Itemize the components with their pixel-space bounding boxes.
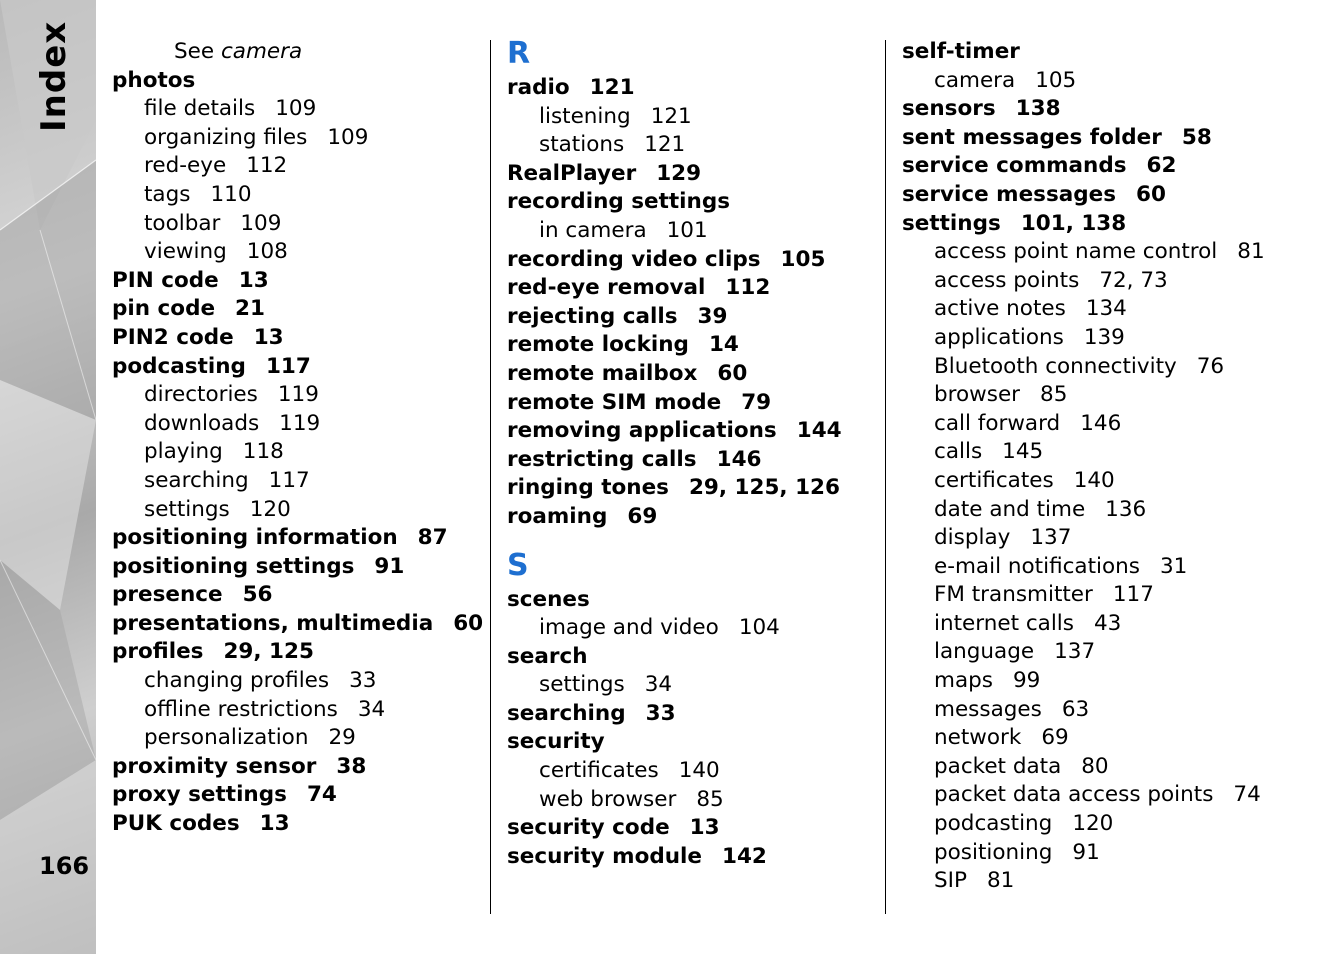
- entry-page-numbers: 109: [240, 210, 282, 236]
- index-entry: [507, 188, 877, 217]
- section-gap: [507, 532, 877, 544]
- entry-page-numbers: 72, 73: [1099, 267, 1168, 293]
- entry-page-numbers: 87: [417, 525, 448, 551]
- index-entry: [507, 160, 877, 189]
- entry-term: restricting calls: [507, 446, 697, 472]
- entry-page-numbers: 105: [780, 246, 826, 272]
- entry-term: access point name control: [934, 239, 1218, 265]
- index-entry: [507, 389, 877, 418]
- entry-term: security module: [507, 843, 703, 869]
- entry-page-numbers: 60: [717, 360, 748, 386]
- entry-page-numbers: 117: [265, 353, 311, 379]
- entry-term: active notes: [934, 296, 1066, 322]
- index-entry: [507, 728, 877, 757]
- entry-page-numbers: 108: [246, 239, 288, 265]
- index-entry: [902, 152, 1312, 181]
- entry-term: browser: [934, 382, 1021, 408]
- entry-page-numbers: 137: [1054, 639, 1096, 665]
- index-column-3: [902, 38, 1312, 896]
- index-subentry: [112, 381, 482, 410]
- index-entry: [507, 700, 877, 729]
- index-entry: [507, 331, 877, 360]
- entry-page-numbers: 109: [327, 124, 369, 150]
- index-subentry: [902, 238, 1312, 267]
- entry-page-numbers: 13: [259, 811, 290, 837]
- entry-page-numbers: 38: [336, 753, 367, 779]
- index-subentry: [902, 867, 1312, 896]
- index-entry: [112, 753, 482, 782]
- index-subentry: [902, 753, 1312, 782]
- entry-term: downloads: [144, 410, 260, 436]
- index-entry: [507, 360, 877, 389]
- entry-page-numbers: 13: [689, 815, 720, 841]
- index-subentry: [112, 238, 482, 267]
- entry-page-numbers: 120: [1072, 811, 1114, 837]
- entry-page-numbers: 60: [453, 610, 484, 636]
- entry-term: tags: [144, 181, 191, 207]
- index-subentry: [902, 267, 1312, 296]
- index-subentry: [507, 131, 877, 160]
- entry-page-numbers: 74: [1233, 782, 1261, 808]
- index-subentry: [112, 210, 482, 239]
- index-subentry: [112, 124, 482, 153]
- index-entry: [112, 324, 482, 353]
- index-subentry: [507, 671, 877, 700]
- index-entry: [112, 638, 482, 667]
- index-entry: [112, 810, 482, 839]
- entry-page-numbers: 60: [1136, 181, 1166, 207]
- index-subentry: [112, 181, 482, 210]
- index-subentry: [902, 410, 1312, 439]
- index-column-1: [112, 38, 482, 839]
- index-subentry: [902, 324, 1312, 353]
- entry-term: packet data access points: [934, 782, 1214, 808]
- index-letter-heading: R: [507, 36, 531, 71]
- index-entry: [112, 295, 482, 324]
- entry-term: organizing files: [144, 124, 308, 150]
- entry-term: remote SIM mode: [507, 389, 722, 415]
- entry-page-numbers: 129: [656, 160, 702, 186]
- entry-term: network: [934, 725, 1022, 751]
- entry-page-numbers: 110: [210, 181, 252, 207]
- entry-page-numbers: 119: [279, 410, 321, 436]
- entry-page-numbers: 39: [697, 303, 728, 329]
- entry-page-numbers: 121: [644, 132, 686, 158]
- entry-term: PIN2 code: [112, 324, 234, 350]
- index-subentry: [112, 696, 482, 725]
- entry-term: Bluetooth connectivity: [934, 353, 1177, 379]
- index-subentry: [112, 410, 482, 439]
- index-subentry: [112, 152, 482, 181]
- entry-page-numbers: 62: [1146, 153, 1177, 179]
- entry-term: positioning information: [112, 525, 398, 551]
- index-entry: [902, 38, 1312, 67]
- entry-term: language: [934, 639, 1035, 665]
- entry-page-numbers: 118: [242, 439, 284, 465]
- entry-page-numbers: 91: [1072, 839, 1100, 865]
- index-subentry: [112, 467, 482, 496]
- index-entry: [112, 781, 482, 810]
- entry-term: presentations, multimedia: [112, 610, 434, 636]
- entry-page-numbers: 145: [1002, 439, 1044, 465]
- index-subentry: [902, 839, 1312, 868]
- entry-page-numbers: 101: [666, 217, 708, 243]
- index-subentry: [507, 217, 877, 246]
- entry-page-numbers: 34: [644, 672, 673, 698]
- index-subentry: [902, 781, 1312, 810]
- entry-term: applications: [934, 324, 1064, 350]
- entry-term: proximity sensor: [112, 753, 317, 779]
- entry-page-numbers: 58: [1181, 124, 1212, 150]
- entry-page-numbers: 112: [725, 275, 771, 301]
- index-entry: [507, 446, 877, 475]
- entry-term: personalization: [144, 725, 309, 751]
- index-subentry: [112, 496, 482, 525]
- entry-page-numbers: 105: [1035, 67, 1077, 93]
- entry-term: removing applications: [507, 418, 777, 444]
- entry-term: proxy settings: [112, 782, 287, 808]
- entry-term: service commands: [902, 153, 1127, 179]
- entry-term: display: [934, 525, 1011, 551]
- entry-page-numbers: 21: [235, 296, 265, 322]
- column-divider: [490, 40, 491, 914]
- index-entry: [507, 246, 877, 275]
- entry-term: positioning settings: [112, 553, 355, 579]
- index-entry: [507, 417, 877, 446]
- entry-term: podcasting: [112, 353, 246, 379]
- entry-page-numbers: 81: [1237, 239, 1265, 265]
- entry-term: self-timer: [902, 39, 1020, 64]
- index-entry: [112, 353, 482, 382]
- entry-term: e-mail notifications: [934, 553, 1140, 579]
- entry-page-numbers: 33: [349, 668, 377, 694]
- entry-term: packet data: [934, 753, 1062, 779]
- index-subentry: [902, 381, 1312, 410]
- entry-page-numbers: 146: [1080, 410, 1122, 436]
- entry-term: search: [507, 643, 588, 669]
- entry-term: rejecting calls: [507, 303, 678, 329]
- entry-page-numbers: 117: [1112, 582, 1154, 608]
- entry-term: remote locking: [507, 332, 689, 358]
- entry-page-numbers: 140: [1073, 467, 1115, 493]
- page-number: 166: [39, 852, 90, 880]
- entry-page-numbers: 144: [796, 418, 842, 444]
- index-entry: [112, 267, 482, 296]
- index-subentry: [902, 295, 1312, 324]
- entry-term: security: [507, 729, 605, 755]
- see-reference: [112, 38, 482, 67]
- entry-term: presence: [112, 582, 223, 608]
- index-subentry: [902, 553, 1312, 582]
- index-subentry: [112, 438, 482, 467]
- entry-page-numbers: 29, 125, 126: [688, 475, 840, 501]
- entry-page-numbers: 14: [708, 332, 739, 358]
- entry-term: positioning: [934, 839, 1053, 865]
- entry-page-numbers: 85: [1040, 382, 1068, 408]
- side-background-pattern: [0, 0, 96, 954]
- index-entry: [507, 74, 877, 103]
- entry-term: SIP: [934, 868, 967, 894]
- entry-term: date and time: [934, 496, 1086, 522]
- entry-term: certificates: [539, 758, 659, 784]
- entry-page-numbers: 142: [722, 843, 767, 869]
- index-subentry: [507, 103, 877, 132]
- entry-term: settings: [539, 672, 625, 698]
- entry-term: camera: [934, 67, 1016, 93]
- entry-term: directories: [144, 382, 258, 408]
- entry-term: roaming: [507, 503, 608, 529]
- entry-page-numbers: 80: [1081, 753, 1109, 779]
- entry-page-numbers: 99: [1012, 668, 1041, 694]
- index-entry: [112, 581, 482, 610]
- index-subentry: [902, 467, 1312, 496]
- entry-term: service messages: [902, 181, 1117, 207]
- entry-page-numbers: 104: [738, 615, 780, 641]
- entry-page-numbers: 74: [306, 782, 337, 808]
- entry-term: access points: [934, 267, 1080, 293]
- entry-term: FM transmitter: [934, 582, 1093, 608]
- entry-page-numbers: 91: [374, 553, 405, 579]
- entry-term: maps: [934, 668, 993, 694]
- entry-term: profiles: [112, 639, 204, 665]
- index-subentry: [902, 438, 1312, 467]
- entry-term: image and video: [539, 615, 719, 641]
- index-subentry: [112, 724, 482, 753]
- entry-term: red-eye: [144, 153, 227, 179]
- entry-page-numbers: 117: [268, 467, 310, 493]
- entry-term: offline restrictions: [144, 696, 338, 722]
- entry-term: changing profiles: [144, 668, 330, 694]
- entry-page-numbers: 43: [1093, 610, 1122, 636]
- entry-page-numbers: 137: [1030, 525, 1072, 551]
- entry-page-numbers: 120: [249, 496, 291, 522]
- index-subentry: [902, 638, 1312, 667]
- entry-page-numbers: 69: [1041, 725, 1069, 751]
- entry-page-numbers: 134: [1085, 296, 1127, 322]
- entry-page-numbers: 81: [986, 868, 1015, 894]
- entry-term: web browser: [539, 786, 677, 812]
- index-subentry: [112, 95, 482, 124]
- entry-term: settings: [144, 496, 230, 522]
- see-label: See: [174, 39, 215, 64]
- entry-term: recording settings: [507, 189, 731, 215]
- index-column-2: [507, 38, 877, 871]
- see-target: camera: [220, 39, 303, 64]
- index-subentry: [507, 614, 877, 643]
- entry-page-numbers: 85: [696, 786, 724, 812]
- index-subentry: [112, 667, 482, 696]
- entry-term: file details: [144, 96, 256, 122]
- entry-term: calls: [934, 439, 983, 465]
- entry-term: scenes: [507, 586, 590, 612]
- entry-term: settings: [902, 210, 1001, 236]
- entry-term: recording video clips: [507, 246, 761, 272]
- entry-term: call forward: [934, 410, 1061, 436]
- index-subentry: [902, 496, 1312, 525]
- index-entry: [507, 474, 877, 503]
- entry-page-numbers: 119: [277, 382, 319, 408]
- entry-term: ringing tones: [507, 475, 669, 501]
- index-entry: [902, 210, 1312, 239]
- entry-page-numbers: 101, 138: [1020, 210, 1127, 236]
- index-subentry: [902, 667, 1312, 696]
- entry-term: sent messages folder: [902, 124, 1162, 150]
- entry-page-numbers: 56: [242, 582, 273, 608]
- entry-term: podcasting: [934, 811, 1053, 837]
- entry-page-numbers: 13: [238, 267, 269, 293]
- entry-page-numbers: 76: [1196, 353, 1225, 379]
- entry-page-numbers: 29: [328, 725, 356, 751]
- entry-term: PIN code: [112, 267, 219, 293]
- entry-page-numbers: 121: [589, 75, 635, 100]
- index-subentry: [902, 524, 1312, 553]
- entry-page-numbers: 34: [357, 696, 386, 722]
- section-title: Index: [34, 20, 74, 132]
- entry-term: toolbar: [144, 210, 221, 236]
- entry-term: stations: [539, 132, 625, 158]
- index-entry: [507, 586, 877, 615]
- entry-page-numbers: 136: [1105, 496, 1147, 522]
- index-entry: [902, 181, 1312, 210]
- index-subentry: [902, 353, 1312, 382]
- entry-page-numbers: 139: [1083, 324, 1125, 350]
- index-subentry: [507, 786, 877, 815]
- entry-page-numbers: 79: [741, 389, 772, 415]
- entry-term: searching: [507, 700, 626, 726]
- entry-term: certificates: [934, 467, 1054, 493]
- column-divider: [885, 40, 886, 914]
- index-entry: [112, 67, 482, 96]
- index-subentry: [902, 810, 1312, 839]
- index-entry: [507, 503, 877, 532]
- entry-page-numbers: 69: [627, 503, 658, 529]
- entry-term: in camera: [539, 217, 647, 243]
- index-entry: [507, 274, 877, 303]
- entry-term: sensors: [902, 96, 996, 122]
- entry-page-numbers: 138: [1015, 96, 1061, 122]
- entry-term: remote mailbox: [507, 360, 698, 386]
- index-entry: [112, 610, 482, 639]
- index-subentry: [902, 696, 1312, 725]
- index-entry: [902, 124, 1312, 153]
- index-entry: [112, 524, 482, 553]
- index-entry: [507, 814, 877, 843]
- index-subentry: [507, 757, 877, 786]
- entry-page-numbers: 31: [1160, 553, 1188, 579]
- index-subentry: [902, 581, 1312, 610]
- entry-page-numbers: 109: [275, 96, 317, 122]
- entry-term: messages: [934, 696, 1042, 722]
- entry-term: RealPlayer: [507, 160, 637, 186]
- entry-term: pin code: [112, 296, 216, 322]
- entry-term: viewing: [144, 239, 227, 265]
- entry-page-numbers: 13: [253, 324, 284, 350]
- entry-term: security code: [507, 815, 670, 841]
- index-subentry: [902, 610, 1312, 639]
- entry-page-numbers: 29, 125: [223, 639, 314, 665]
- index-entry: [902, 95, 1312, 124]
- entry-term: red-eye removal: [507, 275, 706, 301]
- entry-page-numbers: 33: [645, 700, 676, 726]
- entry-page-numbers: 112: [246, 153, 288, 179]
- entry-term: listening: [539, 103, 631, 129]
- entry-term: playing: [144, 439, 223, 465]
- entry-page-numbers: 146: [716, 446, 762, 472]
- entry-term: photos: [112, 67, 196, 93]
- entry-page-numbers: 121: [650, 103, 692, 129]
- entry-term: internet calls: [934, 610, 1074, 636]
- index-entry: [112, 553, 482, 582]
- entry-term: radio: [507, 75, 570, 100]
- entry-term: PUK codes: [112, 811, 240, 837]
- index-side-tab: [0, 0, 96, 954]
- entry-term: searching: [144, 467, 249, 493]
- index-subentry: [902, 724, 1312, 753]
- index-entry: [507, 303, 877, 332]
- entry-page-numbers: 140: [678, 758, 720, 784]
- index-letter-heading: S: [507, 547, 529, 583]
- index-entry: [507, 843, 877, 872]
- index-subentry: [902, 67, 1312, 96]
- index-entry: [507, 643, 877, 672]
- entry-page-numbers: 63: [1061, 696, 1090, 722]
